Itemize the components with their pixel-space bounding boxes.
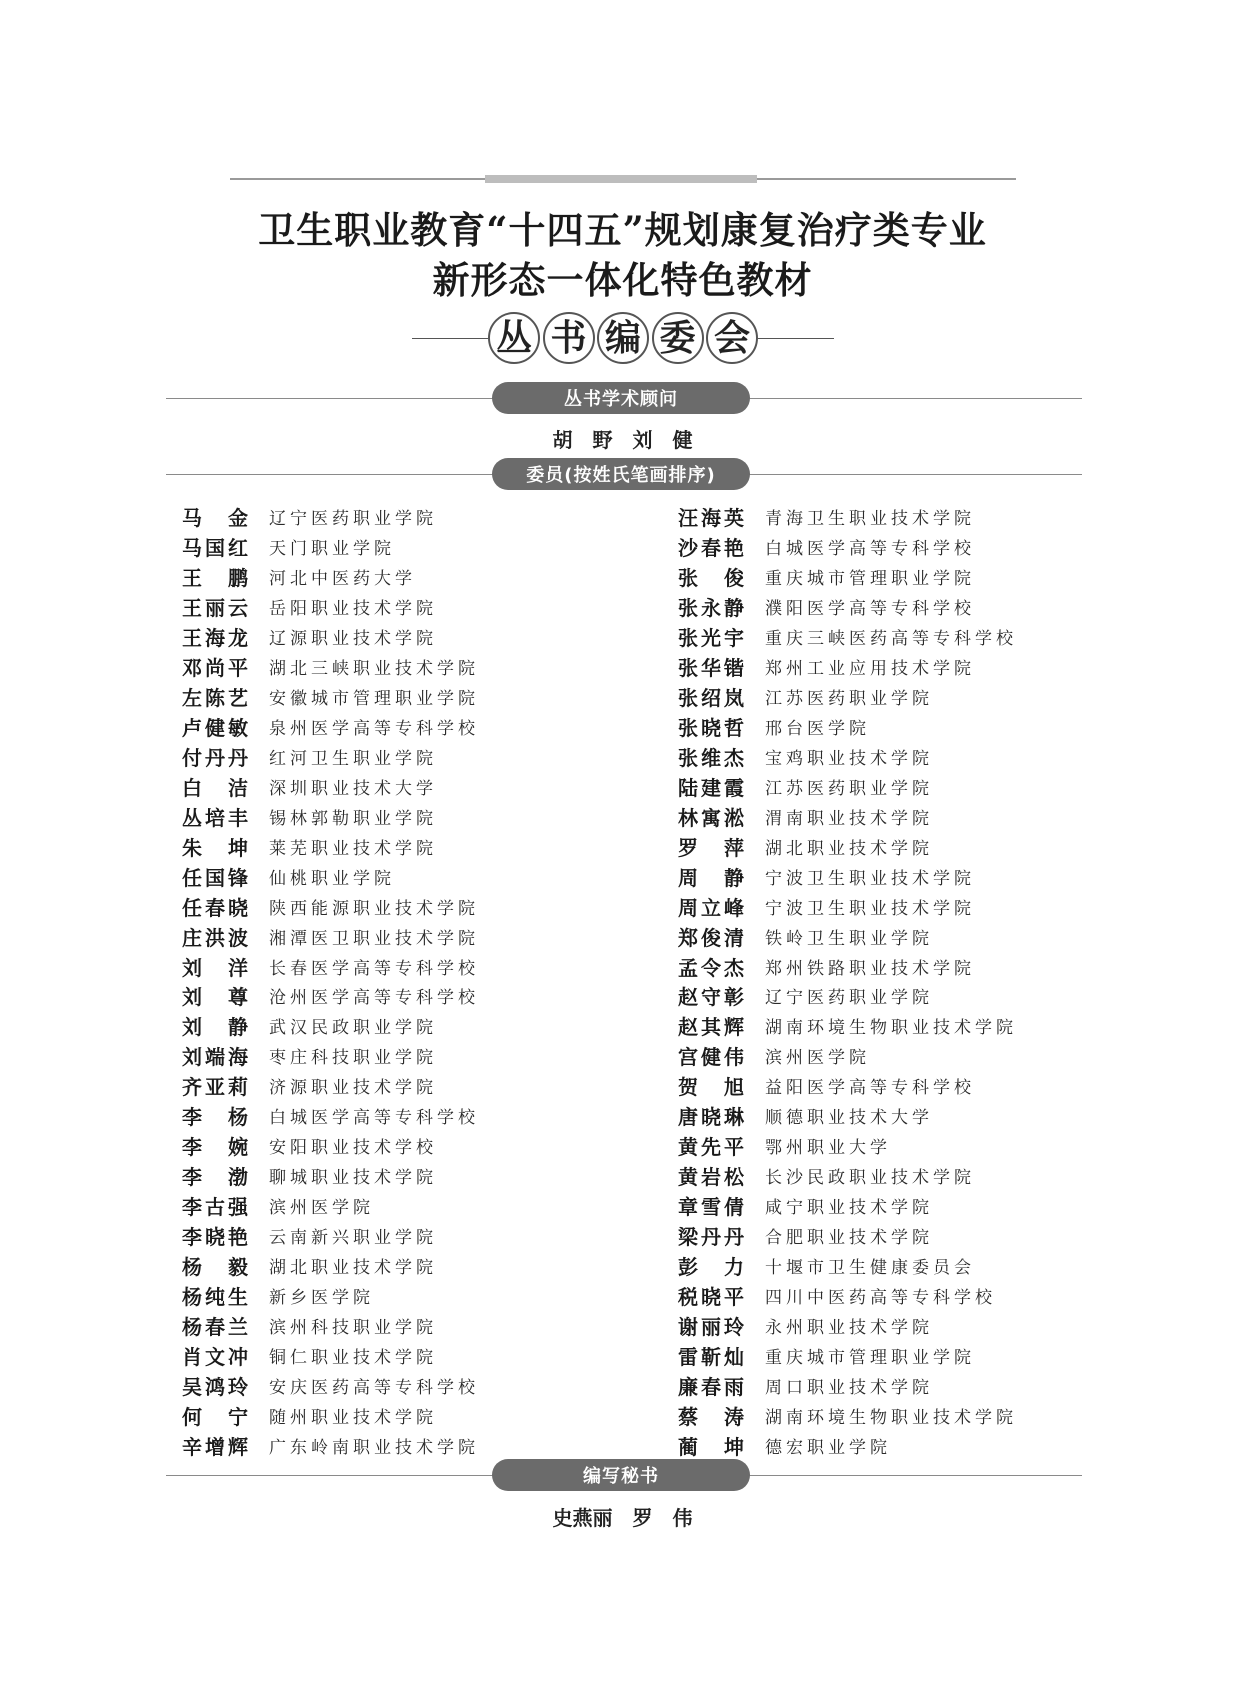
member-name: 吴鸿玲 — [182, 1374, 248, 1399]
member-row — [678, 831, 1017, 861]
member-name: 刘端海 — [182, 1045, 248, 1070]
member-row — [678, 921, 1017, 951]
member-institution: 四川中医药高等专科学校 — [765, 1287, 996, 1308]
member-row — [678, 652, 1017, 682]
member-row — [182, 1430, 479, 1460]
member-row — [678, 1250, 1017, 1280]
member-row — [182, 562, 479, 592]
member-institution: 湖北三峡职业技术学院 — [269, 659, 479, 680]
committee-char: 会 — [706, 312, 758, 364]
member-name: 张 俊 — [678, 566, 744, 591]
member-name: 杨 毅 — [182, 1254, 248, 1279]
member-institution: 江苏医药职业学院 — [765, 689, 933, 710]
member-institution: 河北中医药大学 — [269, 569, 416, 590]
member-institution: 安庆医药高等专科学校 — [269, 1377, 479, 1398]
member-name: 税晓平 — [678, 1284, 744, 1309]
member-name: 黄先平 — [678, 1135, 744, 1160]
member-institution: 辽源职业技术学院 — [269, 629, 437, 650]
member-name: 蔡 涛 — [678, 1404, 744, 1429]
member-row — [182, 1101, 479, 1131]
member-institution: 周口职业技术学院 — [765, 1377, 933, 1398]
member-name: 刘 洋 — [182, 955, 248, 980]
member-name: 任春晓 — [182, 895, 248, 920]
member-name: 杨春兰 — [182, 1314, 248, 1339]
member-name: 梁丹丹 — [678, 1224, 744, 1249]
member-name: 张光宇 — [678, 626, 744, 651]
member-row — [678, 861, 1017, 891]
member-institution: 湖南环境生物职业技术学院 — [765, 1018, 1017, 1039]
member-name: 雷靳灿 — [678, 1344, 744, 1369]
member-name: 彭 力 — [678, 1254, 744, 1279]
member-institution: 深圳职业技术大学 — [269, 778, 437, 799]
member-row — [678, 532, 1017, 562]
member-name: 刘 尊 — [182, 985, 248, 1010]
member-name: 丛培丰 — [182, 805, 248, 830]
series-title-line1: 卫生职业教育“十四五”规划康复治疗类专业 — [258, 208, 987, 252]
committee-char: 编 — [597, 312, 649, 364]
member-row — [678, 1280, 1017, 1310]
member-row — [678, 742, 1017, 772]
member-name: 辛增辉 — [182, 1434, 248, 1459]
member-name: 李晓艳 — [182, 1224, 248, 1249]
member-name: 肖文冲 — [182, 1344, 248, 1369]
member-institution: 郑州铁路职业技术学院 — [765, 958, 975, 979]
member-name: 唐晓琳 — [678, 1105, 744, 1130]
member-name: 白 洁 — [182, 775, 248, 800]
member-institution: 天门职业学院 — [269, 539, 395, 560]
member-name: 汪海英 — [678, 506, 744, 531]
member-name: 朱 坤 — [182, 835, 248, 860]
member-name: 邓尚平 — [182, 656, 248, 681]
member-row — [182, 622, 479, 652]
member-row — [182, 861, 479, 891]
member-name: 马 金 — [182, 506, 248, 531]
member-name: 王 鹏 — [182, 566, 248, 591]
member-institution: 铁岭卫生职业学院 — [765, 928, 933, 949]
member-name: 付丹丹 — [182, 745, 248, 770]
member-name: 谢丽玲 — [678, 1314, 744, 1339]
member-name: 蔺 坤 — [678, 1434, 744, 1459]
member-institution: 济源职业技术学院 — [269, 1078, 437, 1099]
member-name: 沙春艳 — [678, 536, 744, 561]
member-institution: 德宏职业学院 — [765, 1437, 891, 1458]
member-name: 刘 静 — [182, 1015, 248, 1040]
member-institution: 湖北职业技术学院 — [269, 1257, 437, 1278]
members-label: 委员(按姓氏笔画排序) — [492, 458, 750, 490]
member-institution: 青海卫生职业技术学院 — [765, 509, 975, 530]
member-name: 陆建霞 — [678, 775, 744, 800]
members-right-column — [678, 502, 1017, 1460]
member-row — [678, 1430, 1017, 1460]
member-row — [182, 502, 479, 532]
member-institution: 广东岭南职业技术学院 — [269, 1437, 479, 1458]
member-institution: 辽宁医药职业学院 — [765, 988, 933, 1009]
member-institution: 重庆三峡医药高等专科学校 — [765, 629, 1017, 650]
member-name: 张维杰 — [678, 745, 744, 770]
member-row — [678, 562, 1017, 592]
member-row — [678, 771, 1017, 801]
member-institution: 红河卫生职业学院 — [269, 748, 437, 769]
member-institution: 湘潭医卫职业技术学院 — [269, 928, 479, 949]
member-row — [182, 592, 479, 622]
member-name: 章雪倩 — [678, 1195, 744, 1220]
member-row — [182, 1400, 479, 1430]
member-name: 卢健敏 — [182, 716, 248, 741]
member-row — [182, 1161, 479, 1191]
member-row — [182, 1011, 479, 1041]
member-row — [678, 1221, 1017, 1251]
members-left-column — [182, 502, 479, 1460]
member-name: 何 宁 — [182, 1404, 248, 1429]
member-name: 张永静 — [678, 596, 744, 621]
committee-heading-rule-left — [412, 338, 488, 339]
member-institution: 湖南环境生物职业技术学院 — [765, 1407, 1017, 1428]
member-row — [182, 532, 479, 562]
member-institution: 铜仁职业技术学院 — [269, 1347, 437, 1368]
member-row — [182, 951, 479, 981]
member-row — [182, 831, 479, 861]
member-row — [182, 1191, 479, 1221]
member-row — [678, 981, 1017, 1011]
member-institution: 渭南职业技术学院 — [765, 808, 933, 829]
member-row — [182, 1310, 479, 1340]
member-name: 杨纯生 — [182, 1284, 248, 1309]
member-row — [678, 1191, 1017, 1221]
member-institution: 安徽城市管理职业学院 — [269, 689, 479, 710]
member-row — [678, 891, 1017, 921]
member-name: 李古强 — [182, 1195, 248, 1220]
member-row — [678, 1161, 1017, 1191]
member-institution: 合肥职业技术学院 — [765, 1227, 933, 1248]
member-institution: 白城医学高等专科学校 — [269, 1108, 479, 1129]
member-institution: 宁波卫生职业技术学院 — [765, 868, 975, 889]
series-title-line2: 新形态一体化特色教材 — [432, 258, 813, 302]
member-name: 宫健伟 — [678, 1045, 744, 1070]
member-name: 周 静 — [678, 865, 744, 890]
advisors-label: 丛书学术顾问 — [492, 382, 750, 414]
member-name: 张晓哲 — [678, 716, 744, 741]
member-row — [182, 1131, 479, 1161]
member-institution: 滨州医学院 — [765, 1048, 870, 1069]
member-row — [182, 981, 479, 1011]
member-institution: 宁波卫生职业技术学院 — [765, 898, 975, 919]
member-name: 左陈艺 — [182, 686, 248, 711]
member-name: 赵其辉 — [678, 1015, 744, 1040]
member-name: 张华锴 — [678, 656, 744, 681]
member-institution: 湖北职业技术学院 — [765, 838, 933, 859]
member-institution: 随州职业技术学院 — [269, 1407, 437, 1428]
member-name: 廉春雨 — [678, 1374, 744, 1399]
member-name: 孟令杰 — [678, 955, 744, 980]
member-name: 郑俊清 — [678, 925, 744, 950]
member-institution: 濮阳医学高等专科学校 — [765, 599, 975, 620]
advisors-names: 胡 野 刘 健 — [552, 428, 693, 452]
member-institution: 沧州医学高等专科学校 — [269, 988, 479, 1009]
member-row — [678, 592, 1017, 622]
member-name: 齐亚莉 — [182, 1075, 248, 1100]
committee-heading-rule-right — [758, 338, 834, 339]
member-row — [182, 742, 479, 772]
member-row — [182, 652, 479, 682]
member-name: 李 渤 — [182, 1165, 248, 1190]
member-row — [182, 801, 479, 831]
member-name: 罗 萍 — [678, 835, 744, 860]
member-institution: 咸宁职业技术学院 — [765, 1198, 933, 1219]
member-name: 王丽云 — [182, 596, 248, 621]
member-row — [182, 1071, 479, 1101]
member-row — [678, 801, 1017, 831]
member-institution: 泉州医学高等专科学校 — [269, 719, 479, 740]
member-institution: 安阳职业技术学校 — [269, 1138, 437, 1159]
member-name: 任国锋 — [182, 865, 248, 890]
member-institution: 岳阳职业技术学院 — [269, 599, 437, 620]
member-name: 林寓淞 — [678, 805, 744, 830]
member-institution: 滨州医学院 — [269, 1198, 374, 1219]
member-name: 庄洪波 — [182, 925, 248, 950]
top-accent-bar — [485, 175, 757, 183]
member-row — [678, 1101, 1017, 1131]
member-row — [182, 891, 479, 921]
member-institution: 仙桃职业学院 — [269, 868, 395, 889]
member-institution: 长沙民政职业技术学院 — [765, 1168, 975, 1189]
member-name: 李 杨 — [182, 1105, 248, 1130]
member-name: 张绍岚 — [678, 686, 744, 711]
member-row — [182, 712, 479, 742]
member-row — [182, 1221, 479, 1251]
member-institution: 聊城职业技术学院 — [269, 1168, 437, 1189]
member-institution: 云南新兴职业学院 — [269, 1227, 437, 1248]
member-row — [678, 712, 1017, 742]
member-row — [182, 1280, 479, 1310]
secretary-names: 史燕丽 罗 伟 — [552, 1506, 693, 1530]
member-row — [678, 1041, 1017, 1071]
member-institution: 鄂州职业大学 — [765, 1138, 891, 1159]
member-institution: 辽宁医药职业学院 — [269, 509, 437, 530]
member-row — [678, 1011, 1017, 1041]
member-row — [182, 1250, 479, 1280]
member-institution: 宝鸡职业技术学院 — [765, 748, 933, 769]
member-row — [678, 1400, 1017, 1430]
member-institution: 郑州工业应用技术学院 — [765, 659, 975, 680]
member-row — [678, 951, 1017, 981]
member-row — [182, 1370, 479, 1400]
member-institution: 莱芜职业技术学院 — [269, 838, 437, 859]
member-institution: 陕西能源职业技术学院 — [269, 898, 479, 919]
member-institution: 新乡医学院 — [269, 1287, 374, 1308]
member-row — [678, 502, 1017, 532]
member-row — [678, 1131, 1017, 1161]
member-name: 王海龙 — [182, 626, 248, 651]
member-name: 赵守彰 — [678, 985, 744, 1010]
committee-char: 书 — [543, 312, 595, 364]
member-name: 贺 旭 — [678, 1075, 744, 1100]
member-name: 周立峰 — [678, 895, 744, 920]
member-institution: 重庆城市管理职业学院 — [765, 1347, 975, 1368]
member-row — [678, 622, 1017, 652]
member-name: 马国红 — [182, 536, 248, 561]
member-row — [182, 921, 479, 951]
secretary-label: 编写秘书 — [492, 1459, 750, 1491]
member-institution: 十堰市卫生健康委员会 — [765, 1257, 975, 1278]
member-institution: 枣庄科技职业学院 — [269, 1048, 437, 1069]
committee-char: 委 — [652, 312, 704, 364]
member-institution: 顺德职业技术大学 — [765, 1108, 933, 1129]
member-institution: 重庆城市管理职业学院 — [765, 569, 975, 590]
member-institution: 益阳医学高等专科学校 — [765, 1078, 975, 1099]
member-name: 李 婉 — [182, 1135, 248, 1160]
member-row — [678, 1370, 1017, 1400]
member-institution: 锡林郭勒职业学院 — [269, 808, 437, 829]
member-institution: 江苏医药职业学院 — [765, 778, 933, 799]
member-name: 黄岩松 — [678, 1165, 744, 1190]
member-row — [678, 682, 1017, 712]
committee-char: 丛 — [488, 312, 540, 364]
committee-heading — [488, 312, 758, 366]
member-institution: 白城医学高等专科学校 — [765, 539, 975, 560]
member-institution: 长春医学高等专科学校 — [269, 958, 479, 979]
member-row — [678, 1340, 1017, 1370]
member-institution: 滨州科技职业学院 — [269, 1317, 437, 1338]
member-institution: 邢台医学院 — [765, 719, 870, 740]
member-row — [182, 682, 479, 712]
member-row — [678, 1071, 1017, 1101]
member-row — [678, 1310, 1017, 1340]
member-institution: 武汉民政职业学院 — [269, 1018, 437, 1039]
member-institution: 永州职业技术学院 — [765, 1317, 933, 1338]
member-row — [182, 771, 479, 801]
member-row — [182, 1041, 479, 1071]
member-row — [182, 1340, 479, 1370]
